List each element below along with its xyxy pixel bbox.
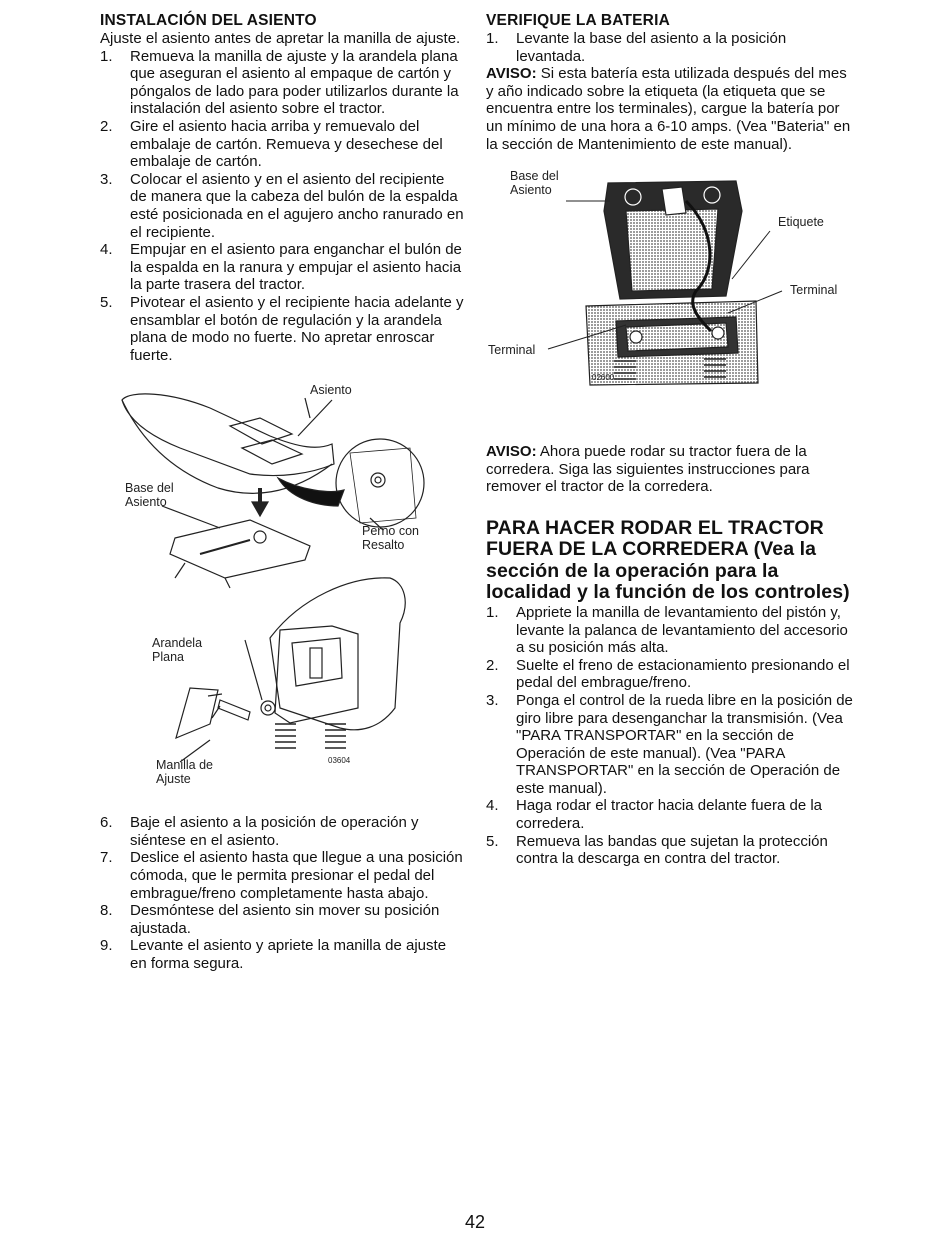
- label-arandela-plana: Arandela Plana: [152, 636, 203, 665]
- label-terminal-left: Terminal: [488, 343, 536, 358]
- label-perno-con-resalto: Perno con Resalto: [362, 524, 419, 553]
- list-item: [100, 294, 465, 364]
- step-number: 4.: [486, 797, 499, 815]
- step-text: Gire el asiento hacia arriba y remuevalo del embalaje de cartón. Remueva y desechese del embalaje de cartón.: [130, 117, 443, 171]
- battery-notice: [486, 65, 858, 153]
- step-text: Appriete la manilla de levantamiento del pistón y, levante la palanca de levantamiento del accesorio a su posición más alta.: [516, 603, 848, 657]
- label-base-del-asiento: Base del Asiento: [125, 481, 174, 510]
- step-text: Baje el asiento a la posición de operación y siéntese en el asiento.: [130, 814, 419, 849]
- seat-steps-list: [100, 48, 465, 365]
- label-base-del-asiento: Base del Asiento: [510, 169, 559, 198]
- step-number: 2.: [100, 117, 113, 135]
- list-item: [486, 604, 858, 657]
- section-heading-roll-tractor: PARA HACER RODAR EL TRACTOR FUERA DE LA CORREDERA (Vea la sección de la operación para la localidad y la función de los controles): [486, 516, 850, 604]
- roll-tractor-steps-list: [486, 604, 858, 868]
- list-item: [100, 48, 465, 118]
- step-number: 6.: [100, 814, 113, 832]
- list-item: [486, 30, 858, 65]
- list-item: [486, 692, 858, 798]
- notice-text: Si esta batería esta utilizada después del mes y año indicado sobre la etiqueta (la etiqueta que se encuentra entre los terminales), cargue la batería por un mínimo de una hora a 6-10 amps. (Vea "Bateria" en la sección de Mantenimiento de este manual).: [486, 65, 851, 153]
- notice-label: AVISO:: [486, 65, 537, 83]
- list-item: [100, 814, 465, 849]
- list-item: [100, 118, 465, 171]
- list-item: [486, 797, 858, 832]
- step-number: 1.: [100, 47, 113, 65]
- section-heading-seat: INSTALACIÓN DEL ASIENTO: [100, 12, 317, 29]
- step-number: 1.: [486, 603, 499, 621]
- notice-text: Ahora puede rodar su tractor fuera de la corredera. Siga las siguientes instrucciones para remover el tractor de la corredera.: [486, 443, 810, 496]
- right-column: [486, 12, 858, 868]
- tractor-notice: [486, 443, 858, 496]
- step-text: Colocar el asiento y en el asiento del recipiente de manera que la cabeza del bulón de la espalda esté posicionada en el agujero ancho ranurado en el recipiente.: [130, 170, 464, 241]
- battery-figure: [486, 171, 858, 411]
- step-number: 5.: [486, 832, 499, 850]
- seat-illustration: [100, 378, 465, 810]
- page-number: 42: [464, 1212, 486, 1232]
- seat-installation-figure: [100, 378, 465, 810]
- figure-code: 02600: [592, 373, 615, 383]
- step-text: Suelte el freno de estacionamiento presionando el pedal del embrague/freno.: [516, 656, 850, 692]
- label-terminal-right: Terminal: [790, 283, 838, 298]
- list-item: [100, 902, 465, 937]
- section-heading-battery: VERIFIQUE LA BATERIA: [486, 12, 670, 29]
- step-text: Deslice el asiento hasta que llegue a una posición cómoda, que le permita presionar el pedal del embrague/freno completamente hasta abajo.: [130, 849, 463, 902]
- step-text: Empujar en el asiento para enganchar el bulón de la espalda en la ranura y empujar el asiento hacia la parte trasera del tractor.: [130, 241, 462, 294]
- list-item: [486, 833, 858, 868]
- step-number: 1.: [486, 30, 499, 47]
- seat-intro: Ajuste el asiento antes de apretar la manilla de ajuste.: [100, 30, 461, 47]
- step-text: Remueva las bandas que sujetan la protección contra la descarga en contra del tractor.: [516, 832, 828, 868]
- step-text: Pivotear el asiento y el recipiente hacia adelante y ensamblar el botón de regulación y la arandela plana de modo no fuerte. No apretar enroscar fuerte.: [130, 293, 464, 364]
- step-text: Levante el asiento y apriete la manilla de ajuste en forma segura.: [130, 937, 447, 973]
- list-item: [100, 937, 465, 972]
- step-text: Desmóntese del asiento sin mover su posición ajustada.: [130, 902, 440, 937]
- label-asiento: Asiento: [310, 383, 352, 398]
- left-column: [100, 12, 465, 973]
- label-manilla-de-ajuste: Manilla de Ajuste: [156, 758, 213, 787]
- step-number: 8.: [100, 902, 113, 920]
- step-number: 2.: [486, 656, 499, 674]
- step-number: 3.: [486, 691, 499, 709]
- list-item: [100, 241, 465, 294]
- seat-steps-list-continued: [100, 814, 465, 972]
- battery-steps-list: [486, 30, 858, 65]
- step-text: Haga rodar el tractor hacia delante fuera de la corredera.: [516, 797, 823, 833]
- step-text: Ponga el control de la rueda libre en la posición de giro libre para desenganchar la transmisión. (Vea "PARA TRANSPORTAR" en la sección de Operación de este manual). (Vea "PARA TRANSPORTAR" en la sección de Operación de este manual).: [516, 691, 853, 797]
- label-etiquete: Etiquete: [778, 215, 824, 230]
- step-number: 3.: [100, 170, 113, 188]
- step-number: 4.: [100, 241, 113, 259]
- notice-label: AVISO:: [486, 443, 537, 461]
- list-item: [100, 171, 465, 241]
- step-text: Remueva la manilla de ajuste y la arandela plana que aseguran el asiento al empaque de cartón y póngalos de lado para poder utilizarlos durante la instalación del asiento sobre el tractor.: [130, 47, 459, 118]
- step-text: Levante la base del asiento a la posición levantada.: [516, 30, 787, 65]
- step-number: 5.: [100, 293, 113, 311]
- figure-code: 03604: [328, 756, 351, 766]
- list-item: [486, 657, 858, 692]
- list-item: [100, 849, 465, 902]
- step-number: 9.: [100, 937, 113, 955]
- step-number: 7.: [100, 849, 113, 867]
